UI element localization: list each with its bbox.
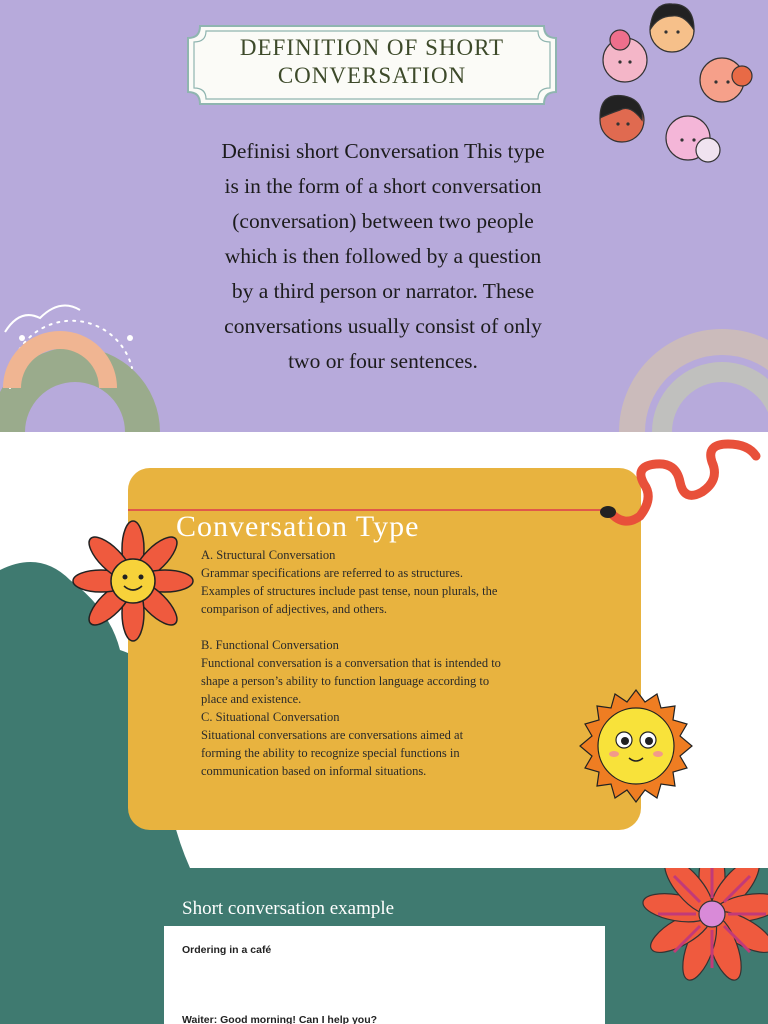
section-line: communication based on informal situations.: [201, 764, 427, 778]
example-title: Short conversation example: [182, 898, 395, 919]
section-heading: C. Situational Conversation: [201, 710, 340, 724]
paragraph-line: Definisi short Conversation This type: [221, 139, 545, 163]
title-line: DEFINITION OF SHORT: [239, 35, 505, 60]
example-dialogue-line: Waiter: Good morning! Can I help you?: [182, 1014, 378, 1024]
section-line: Functional conversation is a conversation that is intended to: [201, 656, 501, 670]
title-line: CONVERSATION: [277, 63, 467, 88]
section-heading: B. Functional Conversation: [201, 638, 339, 652]
definition-paragraph: [178, 134, 588, 379]
section-line: Situational conversations are conversations aimed at: [201, 728, 464, 742]
section-line: comparison of adjectives, and others.: [201, 602, 388, 616]
paragraph-line: conversations usually consist of only: [224, 314, 542, 338]
rainbow-illustration: [0, 268, 170, 432]
slide-short-conversation-example: [0, 868, 768, 1024]
slide-definition: [0, 0, 768, 432]
paragraph-line: which is then followed by a question: [224, 244, 542, 268]
slide-conversation-type: [0, 432, 768, 868]
section-line: forming the ability to recognize special functions in: [201, 746, 460, 760]
smiling-sun-illustration: [578, 688, 694, 804]
paragraph-line: (conversation) between two people: [232, 209, 534, 233]
paragraph-line: by a third person or narrator. These: [231, 279, 535, 303]
soft-rainbow-illustration: [612, 268, 768, 432]
example-panel: [164, 926, 605, 1024]
paragraph-line: is in the form of a short conversation: [224, 174, 542, 198]
spacer: [201, 618, 571, 636]
squiggle-decoration: [596, 436, 768, 536]
section-line: place and existence.: [201, 692, 302, 706]
card-title: Conversation Type: [176, 510, 420, 543]
large-flower-illustration: [630, 868, 768, 1024]
section-line: Grammar specifications are referred to as structures.: [201, 566, 464, 580]
example-heading: Ordering in a café: [182, 944, 272, 956]
section-line: Examples of structures include past tense, noun plurals, the: [201, 584, 498, 598]
smiling-flower-illustration: [70, 518, 196, 644]
card-body: [201, 546, 571, 780]
section-heading: A. Structural Conversation: [201, 548, 336, 562]
section-line: shape a person’s ability to function language according to: [201, 674, 490, 688]
paragraph-line: two or four sentences.: [288, 349, 478, 373]
kids-circle-illustration: [580, 0, 768, 190]
page-title: [186, 34, 558, 90]
